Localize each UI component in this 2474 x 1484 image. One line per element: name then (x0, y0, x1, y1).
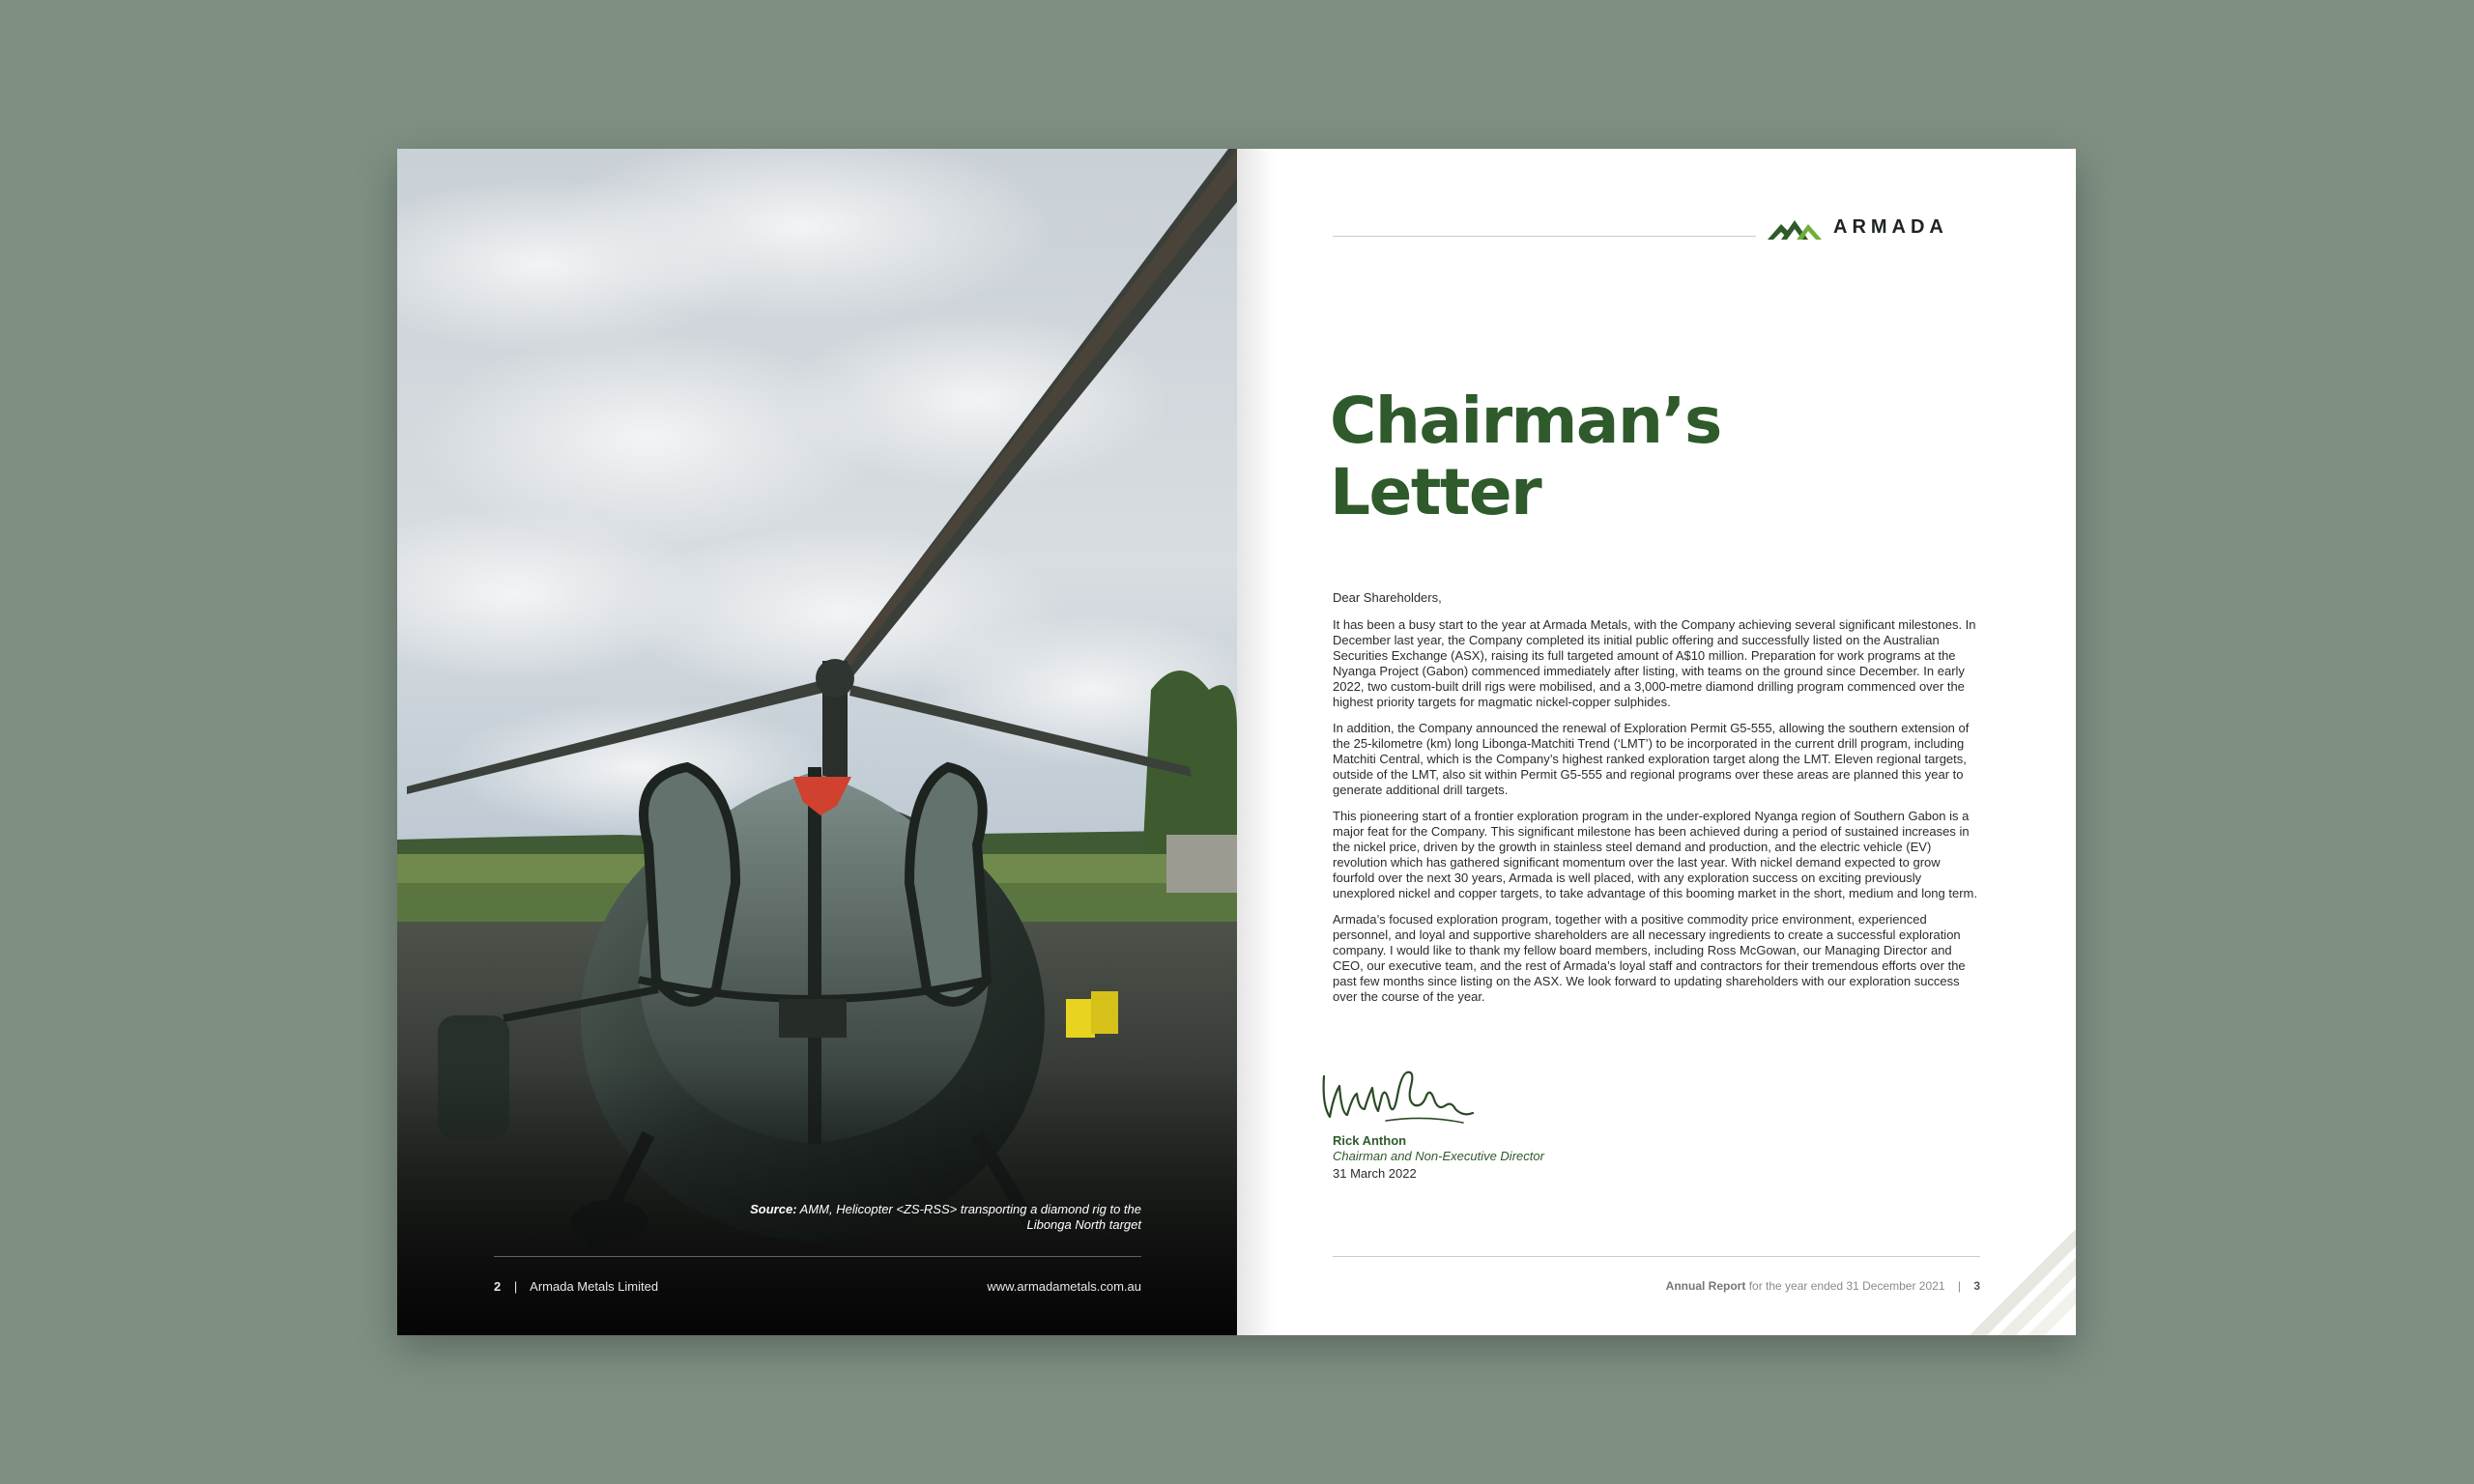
caption-source-label: Source: (750, 1202, 797, 1216)
caption-text: AMM, Helicopter <ZS-RSS> transporting a diamond rig to the Libonga North target (799, 1202, 1141, 1232)
letter-paragraph: Armada’s focused exploration program, together with a positive commodity price environment, experienced personnel, and loyal and supportive shareholders are all necessary ingredients to create a successful exploration company. I would like to thank my fellow board members, including Ross McGowan, our Managing Director and CEO, our executive team, and the rest of Armada’s loyal staff and contractors for their tremendous efforts over the past few months since listing on the ASX. We look forward to updating shareholders with our exploration success over the course of the year. (1333, 912, 1966, 1004)
armada-logo-mark-icon (1768, 214, 1822, 240)
footer-separator: | (1957, 1279, 1961, 1293)
left-page-footer (494, 1279, 1141, 1294)
page-number: 2 (494, 1279, 502, 1294)
page-title (1330, 385, 1721, 528)
signer-role: Chairman and Non-Executive Director (1333, 1149, 1544, 1163)
photo-caption (735, 1202, 1141, 1233)
company-name: Armada Metals Limited (530, 1279, 659, 1294)
armada-logo (1768, 213, 1948, 242)
website-link[interactable]: www.armadametals.com.au (987, 1279, 1141, 1294)
header-divider (1333, 236, 1756, 237)
title-line-1: Chairman’s (1330, 384, 1721, 458)
letter-greeting: Dear Shareholders, (1333, 590, 1442, 605)
logo-wordmark: ARMADA (1833, 215, 1948, 238)
letter-paragraph: This pioneering start of a frontier exploration program in the under-explored Nyanga region of Southern Gabon is a major feat for the Company. This significant milestone has been achieved during a period of sustained increases in the nickel price, driven by the growth in stainless steel demand and production, and the electric vehicle (EV) revolution which has gathered significant momentum over the last year. With nickel demand expected to grow fourfold over the next 30 years, Armada is well placed, with any exploration success on exciting previously unexplored nickel and copper targets, to take advantage of this booming market in the short, medium and long term. (1333, 809, 1977, 900)
left-page (397, 149, 1237, 1335)
page-number: 3 (1973, 1279, 1980, 1293)
annual-report-spread (397, 149, 2076, 1335)
letter-paragraph: In addition, the Company announced the renewal of Exploration Permit G5-555, allowing the southern extension of the 25-kilometre (km) long Libonga-Matchiti Trend (‘LMT’) to be incorporated in the current drill program, including Matchiti Central, which is the Company’s highest ranked exploration target along the LMT. Eleven regional targets, outside of the LMT, also sit within Permit G5-555 and regional programs over these areas are planned this year to generate additional drill targets. (1333, 721, 1970, 797)
right-page-footer (1666, 1279, 1980, 1293)
footer-divider (1333, 1256, 1980, 1257)
signer-block (1333, 1133, 1544, 1182)
gutter-shadow (1237, 149, 1276, 1335)
letter-paragraph: It has been a busy start to the year at Armada Metals, with the Company achieving several significant milestones. In December last year, the Company completed its initial public offering and successfully listed on the Australian Securities Exchange (ASX), raising its full targeted amount of A$10 million. Preparation for work programs at the Nyanga Project (Gabon) commenced immediately after listing, with teams on the ground since December. In early 2022, two custom-built drill rigs were mobilised, and a 3,000-metre diamond drilling program commenced over the highest priority targets for magmatic nickel-copper sulphides. (1333, 617, 1976, 709)
corner-stripes-decoration (1970, 1229, 2076, 1335)
title-line-2: Letter (1330, 455, 1541, 529)
footer-divider (494, 1256, 1141, 1257)
right-page (1237, 149, 2076, 1335)
handwritten-signature (1318, 1067, 1482, 1134)
letter-body (1333, 590, 1978, 1015)
signed-date: 31 March 2022 (1333, 1166, 1417, 1181)
report-period: for the year ended 31 December 2021 (1748, 1279, 1945, 1293)
helicopter-photo (397, 149, 1237, 1335)
signer-name: Rick Anthon (1333, 1133, 1407, 1148)
report-label: Annual Report (1665, 1279, 1746, 1293)
footer-separator: | (513, 1279, 518, 1294)
